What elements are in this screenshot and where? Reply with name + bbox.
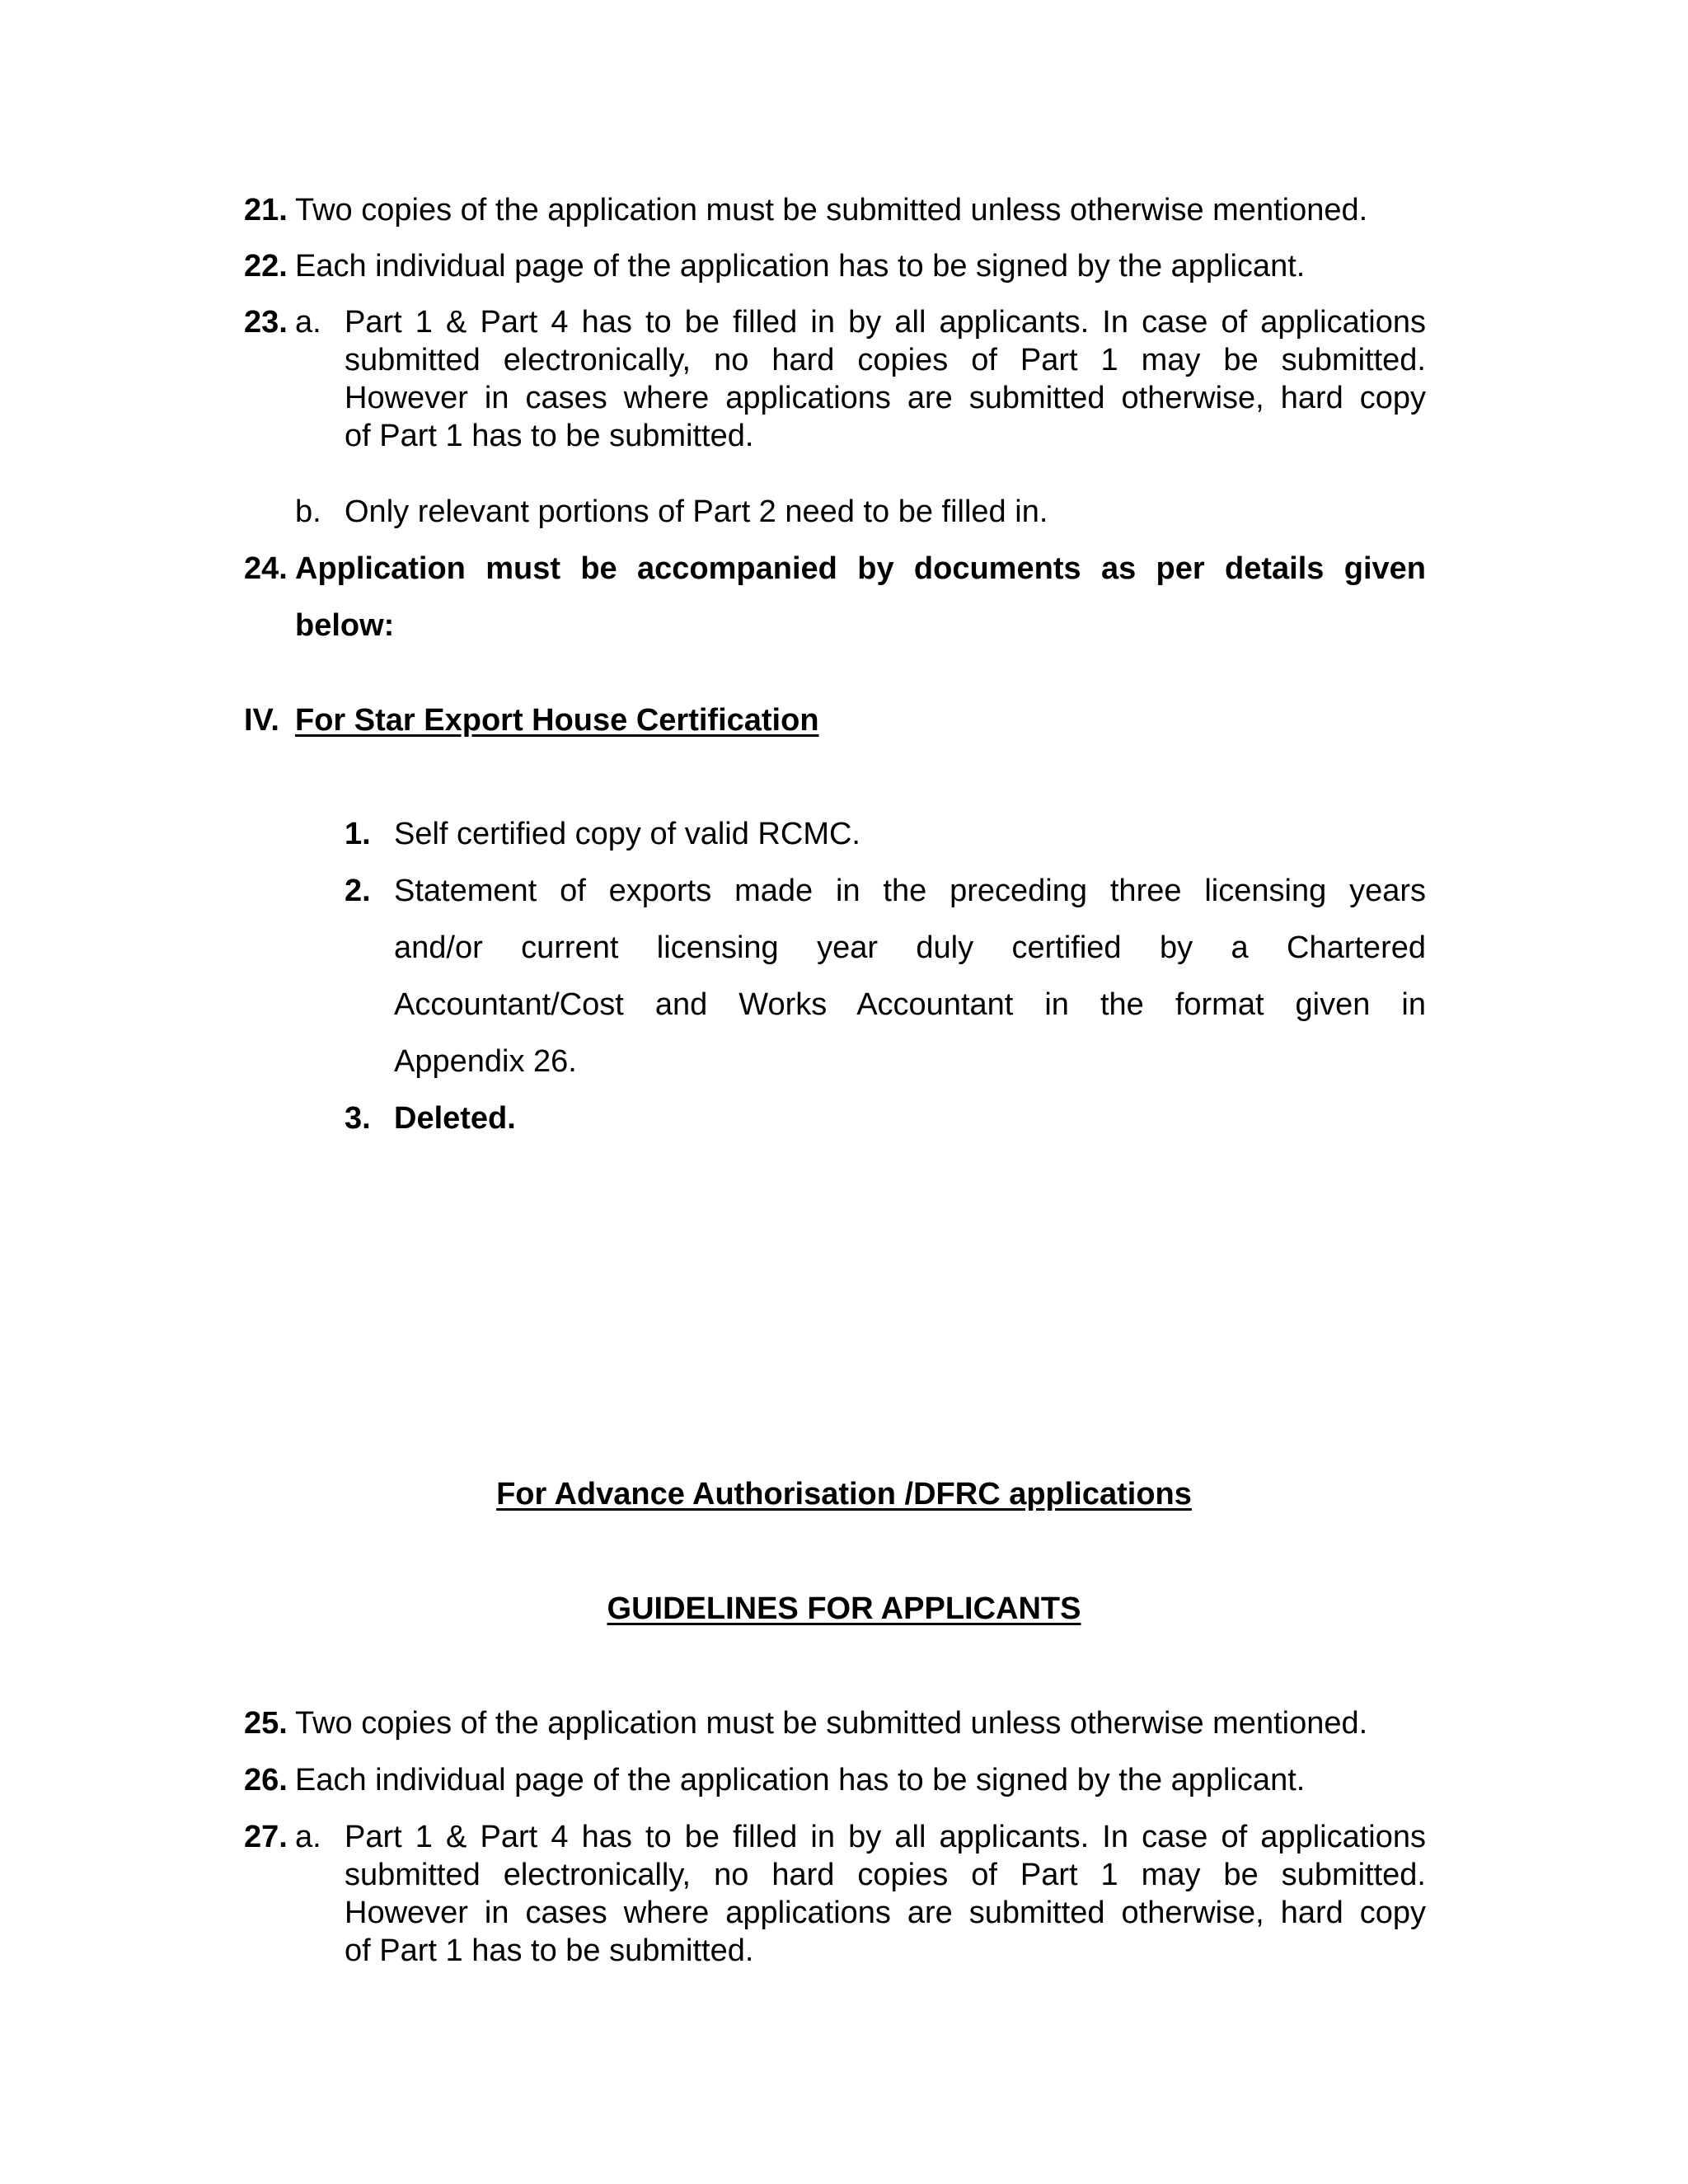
item-27-a-line-1: Part 1 & Part 4 has to be filled in by all applicants. In case of applications	[345, 1820, 1426, 1854]
guidelines-heading: GUIDELINES FOR APPLICANTS	[607, 1591, 1081, 1626]
item-24-line-2: below:	[295, 608, 395, 643]
section-iv-item-2-line-1: Statement of exports made in the preceding three licensing years	[394, 874, 1426, 908]
section-iv-item-2-line-4: Appendix 26.	[394, 1044, 577, 1079]
item-23-b-label: b.	[295, 494, 321, 529]
item-text-21: Two copies of the application must be submitted unless otherwise mentioned.	[295, 193, 1368, 227]
item-27-a-line-2: submitted electronically, no hard copies of Part 1 may be submitted.	[345, 1858, 1426, 1892]
item-number-24: 24.	[244, 551, 288, 586]
item-23-a-line-2: submitted electronically, no hard copies of Part 1 may be submitted.	[345, 343, 1426, 377]
item-number-25: 25.	[244, 1706, 288, 1741]
item-27-a-line-3: However in cases where applications are submitted otherwise, hard copy	[345, 1896, 1426, 1930]
item-23-a-line-1: Part 1 & Part 4 has to be filled in by all applicants. In case of applications	[345, 305, 1426, 340]
item-text-22: Each individual page of the application has to be signed by the applicant.	[295, 249, 1306, 284]
section-iv-label: IV.	[244, 703, 279, 738]
item-number-26: 26.	[244, 1763, 288, 1797]
item-23-b-text: Only relevant portions of Part 2 need to be filled in.	[345, 494, 1048, 529]
item-number-23: 23.	[244, 305, 288, 340]
item-number-22: 22.	[244, 249, 288, 284]
section-iv-item-1-text: Self certified copy of valid RCMC.	[394, 817, 860, 851]
item-23-a-line-4: of Part 1 has to be submitted.	[345, 419, 754, 453]
section-iv-item-number-3: 3.	[345, 1101, 371, 1136]
section-iv-item-3-text: Deleted.	[394, 1101, 516, 1136]
item-text-26: Each individual page of the application has to be signed by the applicant.	[295, 1763, 1306, 1797]
item-23-a-label: a.	[295, 305, 321, 340]
item-text-25: Two copies of the application must be submitted unless otherwise mentioned.	[295, 1706, 1368, 1741]
item-27-a-line-4: of Part 1 has to be submitted.	[345, 1933, 754, 1968]
section-iv-item-number-2: 2.	[345, 874, 371, 908]
item-27-a-label: a.	[295, 1820, 321, 1854]
advance-authorisation-heading: For Advance Authorisation /DFRC applications	[496, 1477, 1192, 1511]
section-iv-title: For Star Export House Certification	[295, 703, 819, 738]
item-24-line-1: Application must be accompanied by documents as per details given	[295, 551, 1426, 586]
item-23-a-line-3: However in cases where applications are submitted otherwise, hard copy	[345, 381, 1426, 415]
section-iv-item-number-1: 1.	[345, 817, 371, 851]
section-iv-item-2-line-3: Accountant/Cost and Works Accountant in the format given in	[394, 987, 1426, 1022]
section-iv-item-2-line-2: and/or current licensing year duly certified by a Chartered	[394, 930, 1426, 965]
item-number-21: 21.	[244, 193, 288, 227]
item-number-27: 27.	[244, 1820, 288, 1854]
